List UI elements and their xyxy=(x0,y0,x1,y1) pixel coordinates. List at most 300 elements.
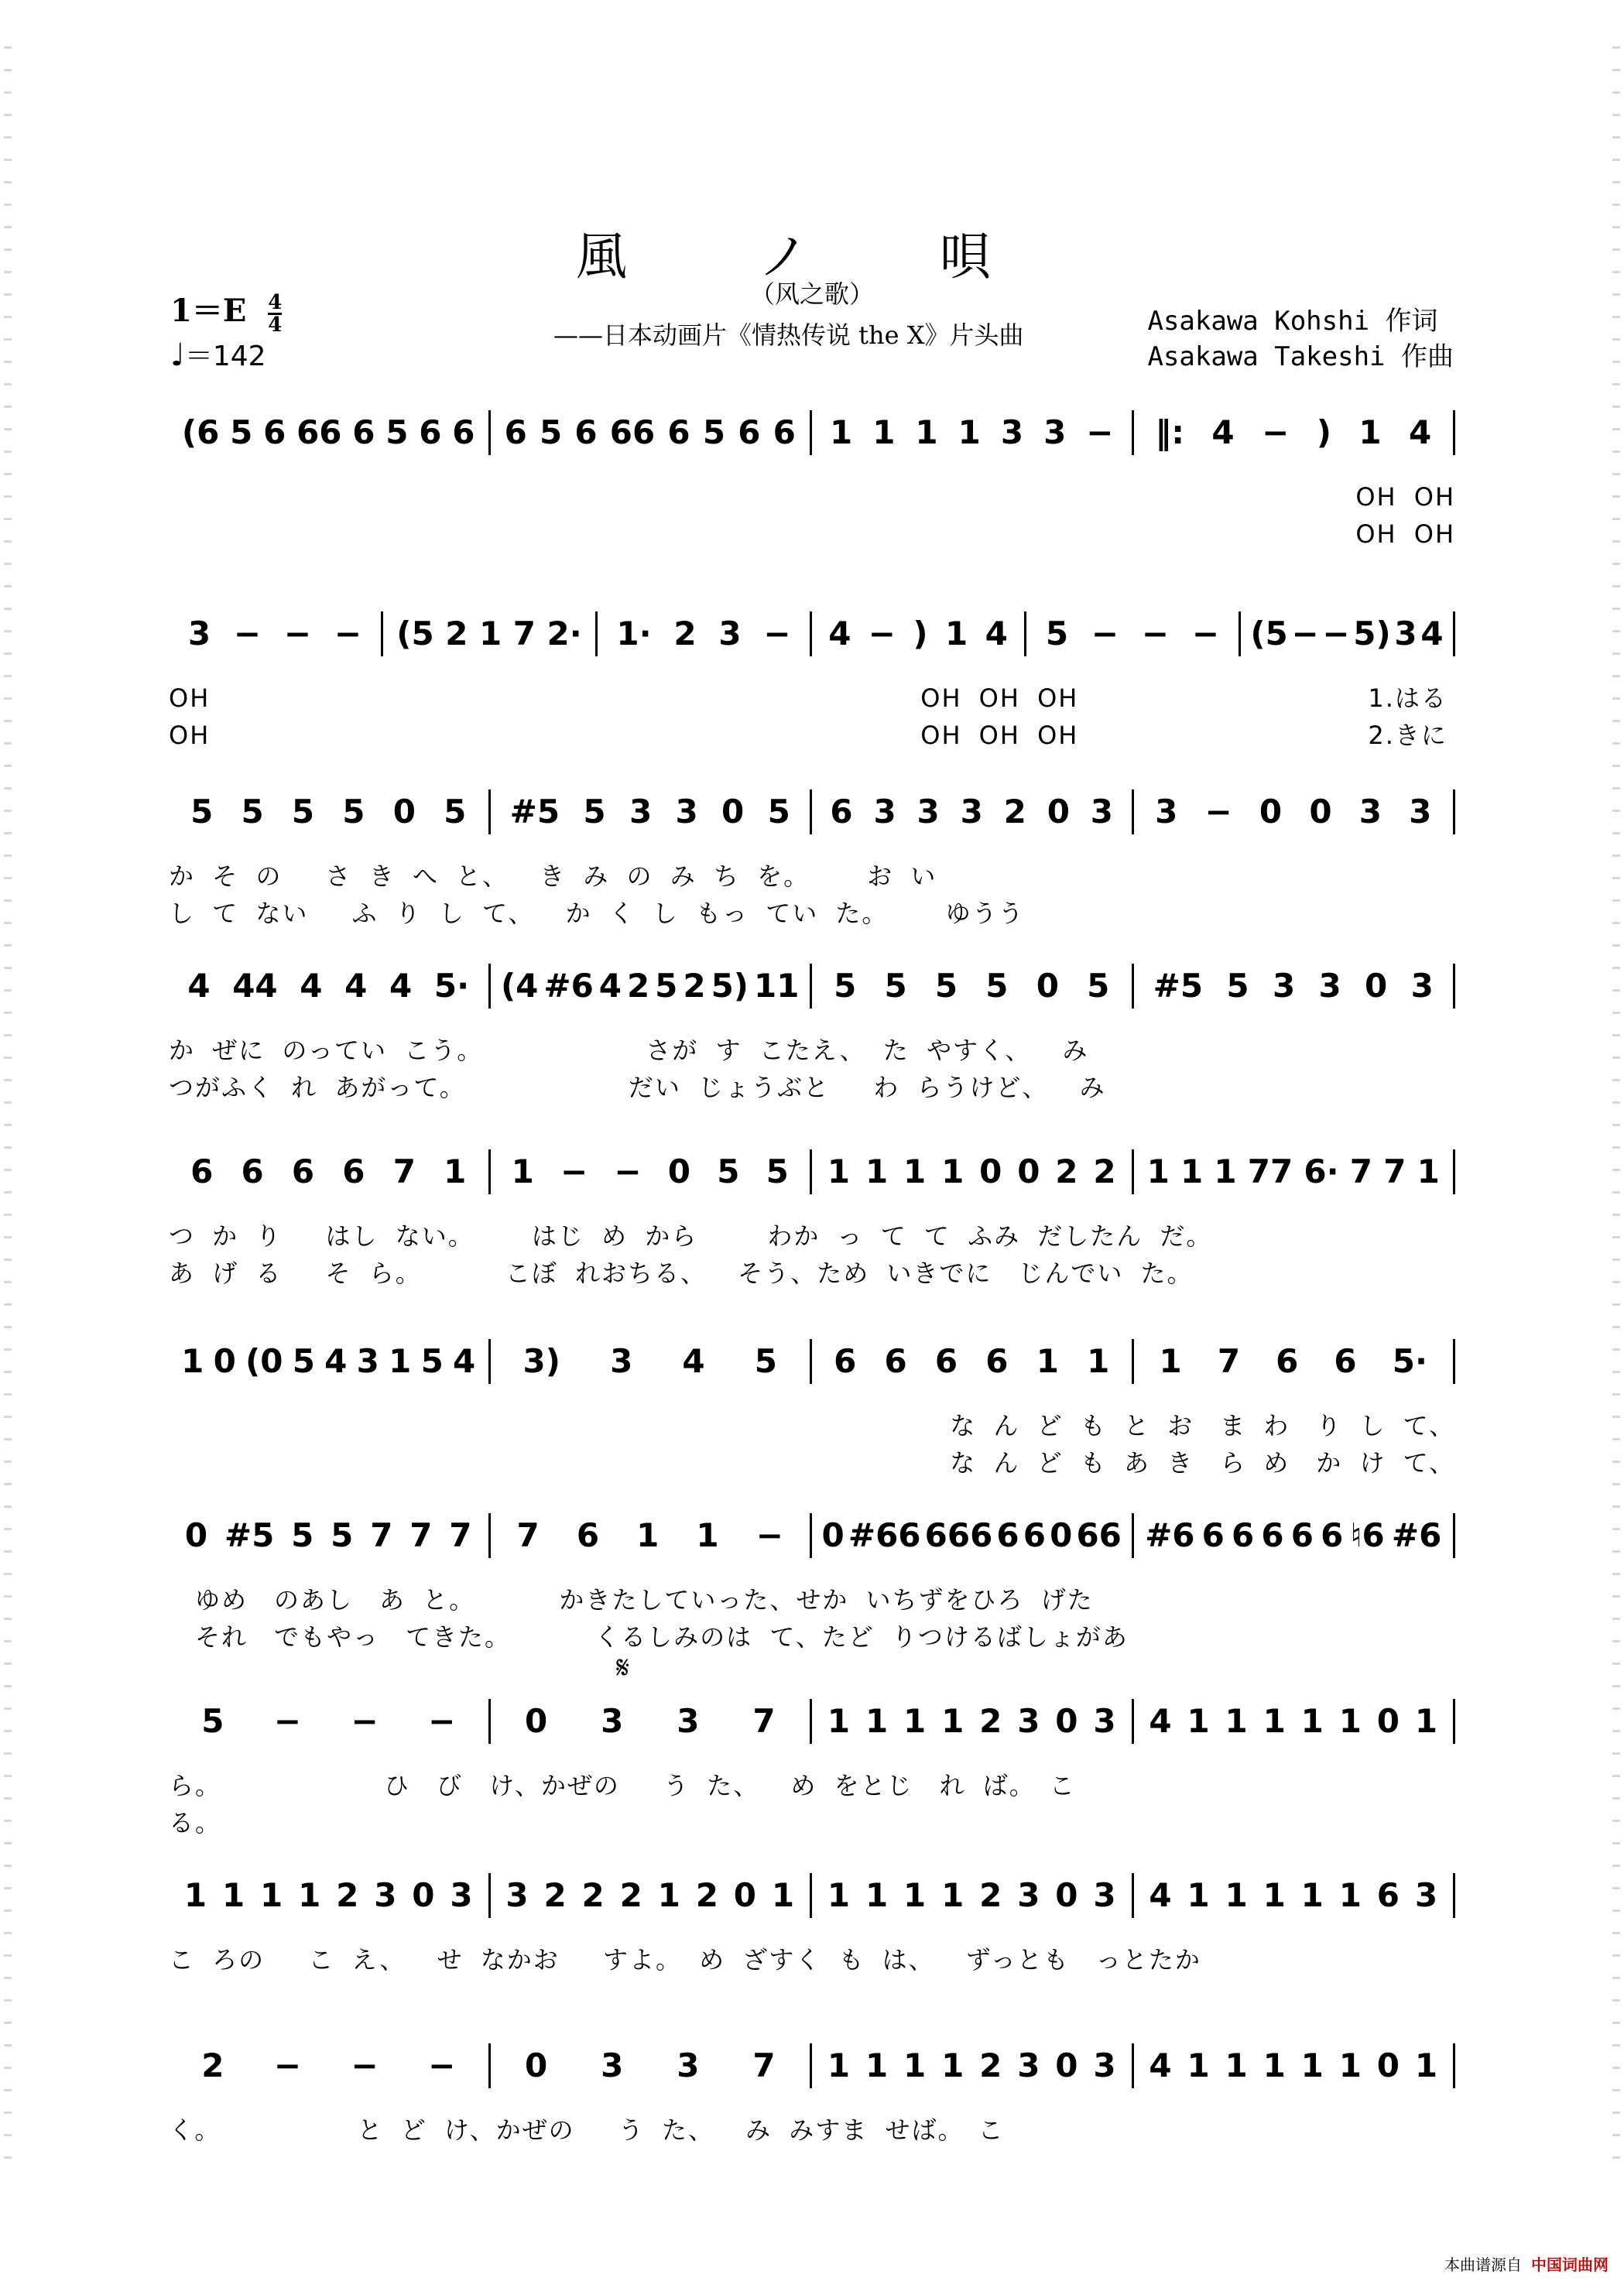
note: 6 xyxy=(934,1342,958,1380)
note: 0 xyxy=(733,1876,757,1914)
note: − xyxy=(351,2046,379,2084)
watermark-tick xyxy=(4,1034,12,1036)
watermark-tick xyxy=(1612,338,1620,341)
watermark-tick xyxy=(4,1820,12,1822)
watermark-tick xyxy=(1612,1954,1620,1957)
watermark-tick xyxy=(4,338,12,341)
note: 5 xyxy=(241,793,264,831)
note: 6 xyxy=(190,1152,214,1190)
note: #5 xyxy=(224,1516,275,1554)
note: 0 xyxy=(979,1152,1002,1190)
note: − xyxy=(763,615,791,652)
watermark-tick xyxy=(1612,742,1620,745)
note: 1 xyxy=(941,1876,964,1914)
watermark-tick xyxy=(4,2111,12,2114)
note: 1 xyxy=(865,2046,889,2084)
watermark-tick xyxy=(4,1932,12,1934)
measure-row xyxy=(169,1339,1455,1384)
note: 1 xyxy=(444,1152,467,1190)
watermark-tick xyxy=(4,69,12,71)
note: 3 xyxy=(629,793,653,831)
watermark-tick xyxy=(4,989,12,992)
note: 5 xyxy=(385,413,409,451)
note: 2 xyxy=(543,1876,567,1914)
note: 0 xyxy=(1055,1876,1078,1914)
note: 1 xyxy=(827,1876,851,1914)
watermark-tick xyxy=(4,316,12,318)
watermark-tick xyxy=(4,1348,12,1351)
note: − xyxy=(755,1516,783,1554)
note: (5 xyxy=(1250,615,1288,652)
watermark-tick xyxy=(1612,406,1620,408)
note: 0 xyxy=(667,1152,691,1190)
note: − xyxy=(1262,413,1290,451)
note: 6 xyxy=(1023,1516,1046,1554)
note: 3 xyxy=(1358,793,1382,831)
watermark-tick xyxy=(1612,2156,1620,2159)
note: 1 xyxy=(941,2046,964,2084)
measure-row xyxy=(169,410,1455,455)
note: 2 xyxy=(683,967,706,1005)
note: 3 xyxy=(610,1342,633,1380)
watermark-tick xyxy=(4,720,12,722)
watermark-tick xyxy=(1612,1775,1620,1777)
note: 1 xyxy=(865,1702,889,1740)
note: 1 xyxy=(1146,1152,1170,1190)
watermark-tick xyxy=(4,159,12,161)
measure xyxy=(491,1339,813,1384)
lyric-line: な ん ど も と お ま わ り し て、 xyxy=(950,1411,1455,1440)
measure xyxy=(812,1149,1134,1194)
note: 3 xyxy=(1090,793,1114,831)
note: 5) xyxy=(1353,615,1391,652)
lyric-line: それ でもやっ てきた。 くるしみのは て、たど りつけるばしょがあ xyxy=(169,1622,1129,1652)
note: 7 xyxy=(1383,1152,1406,1190)
watermark-tick xyxy=(4,899,12,902)
watermark-tick xyxy=(4,136,12,139)
measure xyxy=(812,1873,1134,1918)
note: 5 xyxy=(444,793,467,831)
note: 1 xyxy=(1300,1702,1324,1740)
measure xyxy=(491,1149,813,1194)
note: 0 xyxy=(524,2046,548,2084)
note: − xyxy=(273,1702,302,1740)
watermark-tick xyxy=(1612,181,1620,183)
note: 3 xyxy=(1017,1876,1040,1914)
note: 0 xyxy=(1376,1702,1400,1740)
note: 1 xyxy=(1358,413,1382,451)
watermark-tick xyxy=(1612,1191,1620,1194)
watermark-tick xyxy=(4,675,12,677)
note: 4 xyxy=(1211,413,1235,451)
note: 5· xyxy=(433,967,470,1005)
note: ) xyxy=(913,615,928,652)
note: 5 xyxy=(420,1342,444,1380)
note: − xyxy=(560,1152,588,1190)
watermark-tick xyxy=(4,1146,12,1149)
note: 0 xyxy=(524,1702,548,1740)
note: 1 xyxy=(941,1702,964,1740)
watermark-tick xyxy=(1612,1483,1620,1485)
watermark-tick xyxy=(1612,540,1620,543)
watermark-tick xyxy=(1612,1528,1620,1530)
watermark-tick xyxy=(4,1730,12,1732)
measure xyxy=(169,789,491,834)
note: #5 xyxy=(1153,967,1204,1005)
watermark-tick xyxy=(4,1550,12,1553)
note: 2 xyxy=(619,1876,642,1914)
measure xyxy=(169,2043,491,2088)
lyric-line: OH OH OH OH 1.はる xyxy=(169,683,1448,713)
watermark-tick xyxy=(4,1101,12,1104)
note: 7 xyxy=(392,1152,416,1190)
note: 7 xyxy=(1349,1152,1373,1190)
note: 5 xyxy=(655,967,678,1005)
watermark-tick xyxy=(4,495,12,498)
note: 66 xyxy=(296,413,342,451)
note: 5 xyxy=(1087,967,1110,1005)
note: 0 xyxy=(1055,1702,1078,1740)
watermark-tick xyxy=(4,742,12,745)
watermark-tick xyxy=(4,585,12,587)
note: 4 xyxy=(828,615,851,652)
note: 6 xyxy=(263,413,286,451)
measure xyxy=(1134,789,1456,834)
note: 1 xyxy=(1159,1342,1182,1380)
note: − xyxy=(868,615,896,652)
watermark-tick xyxy=(4,1057,12,1059)
note: 6 xyxy=(834,1342,857,1380)
note: 3 xyxy=(505,1876,529,1914)
note: 5 xyxy=(1045,615,1069,652)
watermark-tick xyxy=(1612,855,1620,857)
lyric-line: あ げ る そ ら。 こぼ れおちる、 そう、ため いきでに じんでい た。 xyxy=(169,1259,1194,1288)
watermark-tick xyxy=(4,2067,12,2069)
note: 5 xyxy=(834,967,857,1005)
measure xyxy=(1134,1513,1456,1558)
note: 3 xyxy=(873,793,896,831)
measure xyxy=(169,1149,491,1194)
note: (0 xyxy=(245,1342,283,1380)
watermark-tick xyxy=(4,1909,12,1912)
note: 2 xyxy=(336,1876,359,1914)
watermark-tick xyxy=(1612,69,1620,71)
note: 1 xyxy=(478,615,502,652)
measure xyxy=(812,611,1026,656)
note: 1 xyxy=(696,1516,719,1554)
note: 3 xyxy=(1394,615,1417,652)
note: 3 xyxy=(187,615,211,652)
note: 1 xyxy=(511,1152,534,1190)
watermark-tick xyxy=(4,1236,12,1238)
note: 1 xyxy=(657,1876,680,1914)
note: 4 xyxy=(344,967,368,1005)
key-label: 1＝E xyxy=(170,293,247,329)
watermark-tick xyxy=(1612,316,1620,318)
note: 0 xyxy=(1365,967,1388,1005)
note: 3 xyxy=(1017,1702,1040,1740)
note: 5 xyxy=(291,793,315,831)
watermark-tick xyxy=(4,1303,12,1306)
watermark-tick xyxy=(1612,697,1620,700)
watermark-tick xyxy=(4,518,12,520)
watermark-tick xyxy=(1612,1820,1620,1822)
note: 4 xyxy=(453,1342,476,1380)
watermark-tick xyxy=(4,1752,12,1755)
watermark-tick xyxy=(4,540,12,543)
note: 3 xyxy=(960,793,983,831)
note: 0 xyxy=(1047,793,1070,831)
note: 0 xyxy=(392,793,416,831)
watermark-tick xyxy=(4,91,12,94)
note: (4 xyxy=(500,967,539,1005)
note: 6 xyxy=(241,1152,264,1190)
watermark-tick xyxy=(1612,1348,1620,1351)
watermark-tick xyxy=(1612,765,1620,767)
watermark-tick xyxy=(1612,1326,1620,1328)
note: 5 xyxy=(291,1516,314,1554)
note: − xyxy=(283,615,312,652)
measure xyxy=(491,1699,813,1744)
note: − xyxy=(1291,615,1319,652)
watermark-tick xyxy=(4,652,12,655)
lyric-line: く。 と ど け、かぜの う た、 み みすま せば。 こ xyxy=(169,2115,1005,2145)
note: 7 xyxy=(516,1516,540,1554)
watermark-tick xyxy=(4,1483,12,1485)
note: 4 xyxy=(300,967,323,1005)
note: 2 xyxy=(979,2046,1002,2084)
note: 7 xyxy=(370,1516,393,1554)
watermark-tick xyxy=(1612,46,1620,49)
watermark-tick xyxy=(4,944,12,947)
watermark-tick xyxy=(1612,1303,1620,1306)
note: 3 xyxy=(677,1702,700,1740)
measure xyxy=(169,1339,491,1384)
measure xyxy=(812,1339,1134,1384)
measure xyxy=(491,410,813,455)
note: ) xyxy=(1316,413,1331,451)
watermark-tick xyxy=(4,1326,12,1328)
watermark-tick xyxy=(4,406,12,408)
watermark-tick xyxy=(4,1259,12,1261)
note: 6 xyxy=(1201,1516,1225,1554)
watermark-tick xyxy=(4,810,12,812)
note: 7 xyxy=(512,615,536,652)
note: − xyxy=(1141,615,1170,652)
note: #6 xyxy=(543,967,594,1005)
note: 5 xyxy=(583,793,606,831)
watermark-tick xyxy=(1612,2044,1620,2046)
note: 1 xyxy=(865,1152,889,1190)
note: 1 xyxy=(1263,1702,1286,1740)
watermark-tick xyxy=(1612,989,1620,992)
note: 6 xyxy=(738,413,761,451)
watermark-tick xyxy=(1612,1618,1620,1620)
note: 3 xyxy=(1155,793,1178,831)
note: 1 xyxy=(1263,1876,1286,1914)
watermark-tick xyxy=(1612,1663,1620,1665)
segno-icon: 𝄋 xyxy=(616,1650,630,1686)
note: − xyxy=(1086,413,1114,451)
watermark-tick xyxy=(1612,1707,1620,1710)
footer-text: 本曲谱源自 xyxy=(1444,2255,1522,2274)
note: 1 xyxy=(183,1876,207,1914)
note: 6 xyxy=(342,1152,365,1190)
note: 1 xyxy=(1338,1876,1362,1914)
note: 4 xyxy=(1149,1702,1172,1740)
watermark-tick xyxy=(4,2022,12,2024)
watermark-tick xyxy=(4,1640,12,1642)
note: 3 xyxy=(601,2046,624,2084)
note: 6 xyxy=(574,413,598,451)
watermark-tick xyxy=(1612,832,1620,834)
note: 2 xyxy=(673,615,697,652)
watermark-tick xyxy=(4,1393,12,1396)
watermark-tick xyxy=(4,204,12,206)
note: 5 xyxy=(702,413,726,451)
note: 4 xyxy=(1149,2046,1172,2084)
note: 1 xyxy=(181,1342,204,1380)
note: 2 xyxy=(1055,1152,1078,1190)
note: 1 xyxy=(1414,1702,1438,1740)
measure-row xyxy=(169,964,1455,1009)
watermark-tick xyxy=(4,832,12,834)
watermark-tick xyxy=(1612,1640,1620,1642)
watermark-tick xyxy=(1612,495,1620,498)
measure xyxy=(169,410,491,455)
watermark-tick xyxy=(4,877,12,879)
note: 1 xyxy=(1338,1702,1362,1740)
note: 3 xyxy=(1017,2046,1040,2084)
note: 3 xyxy=(601,1702,624,1740)
note: 1 xyxy=(872,413,896,451)
lyric-line: つ か り はし ない。 はじ め から わか っ て て ふみ だしたん だ。 xyxy=(169,1221,1213,1251)
watermark-tick xyxy=(1612,1842,1620,1844)
note: 3 xyxy=(1093,2046,1116,2084)
note: 666 xyxy=(924,1516,993,1554)
watermark-tick xyxy=(1612,1079,1620,1081)
note: − xyxy=(1091,615,1119,652)
note: 5 xyxy=(934,967,958,1005)
note: 3 xyxy=(677,2046,700,2084)
watermark-tick xyxy=(4,383,12,385)
lyric-line: OH OH xyxy=(1355,482,1455,512)
note: 4 xyxy=(1149,1876,1172,1914)
note: 1 xyxy=(771,1876,795,1914)
watermark-tick xyxy=(1612,944,1620,947)
note: 1 xyxy=(827,1702,851,1740)
note: 2 xyxy=(445,615,468,652)
watermark-tick xyxy=(4,1685,12,1687)
note: 7 xyxy=(449,1516,472,1554)
note: 5 xyxy=(230,413,253,451)
note: − xyxy=(351,1702,379,1740)
note: 3 xyxy=(356,1342,379,1380)
note: − xyxy=(273,2046,302,2084)
watermark-tick xyxy=(1612,1438,1620,1440)
watermark-tick xyxy=(4,1371,12,1373)
note: 2 xyxy=(695,1876,718,1914)
note: 3 xyxy=(450,1876,473,1914)
watermark-tick xyxy=(1612,1371,1620,1373)
note: 1 xyxy=(1225,2046,1248,2084)
watermark-tick xyxy=(1612,1034,1620,1036)
measure xyxy=(1134,1873,1456,1918)
watermark-tick xyxy=(4,1595,12,1598)
watermark-tick xyxy=(1612,1752,1620,1755)
lyric-line: OH OH xyxy=(1355,519,1455,549)
note: 1 xyxy=(1417,1152,1440,1190)
note: 5· xyxy=(1392,1342,1427,1380)
footer-site: 中国词曲网 xyxy=(1531,2255,1609,2274)
watermark-tick xyxy=(4,361,12,363)
note: 0 xyxy=(213,1342,236,1380)
watermark-tick xyxy=(1612,675,1620,677)
watermark-tick xyxy=(4,114,12,116)
watermark-tick xyxy=(1612,1012,1620,1014)
note: 5 xyxy=(539,413,563,451)
watermark-tick xyxy=(4,428,12,430)
watermark-tick xyxy=(4,855,12,857)
note: 0 xyxy=(1017,1152,1040,1190)
watermark-tick xyxy=(4,967,12,969)
note: 4 xyxy=(682,1342,705,1380)
watermark-tick xyxy=(4,1999,12,2002)
note: 6 xyxy=(504,413,527,451)
time-denominator: 4 xyxy=(268,313,283,337)
watermark-tick xyxy=(4,1438,12,1440)
note: 6 xyxy=(985,1342,1009,1380)
measure xyxy=(491,964,813,1009)
note: 77 xyxy=(1247,1152,1293,1190)
right-margin-watermark xyxy=(1610,46,1622,2235)
watermark-tick xyxy=(1612,2089,1620,2091)
watermark-tick xyxy=(4,1775,12,1777)
note: 3 xyxy=(916,793,940,831)
watermark-tick xyxy=(1612,1550,1620,1553)
note: 1 xyxy=(260,1876,283,1914)
note: 6 xyxy=(884,1342,907,1380)
note: 1 xyxy=(1263,2046,1286,2084)
source-footer xyxy=(1444,2252,1609,2275)
note: − xyxy=(614,1152,642,1190)
watermark-tick xyxy=(1612,361,1620,363)
note: 2· xyxy=(546,615,582,652)
measure xyxy=(169,1873,491,1918)
note: ‖: xyxy=(1155,413,1184,451)
note: 2 xyxy=(581,1876,605,1914)
note: 6 xyxy=(1232,1516,1255,1554)
watermark-tick xyxy=(4,1461,12,1463)
note: 66 xyxy=(1076,1516,1122,1554)
watermark-tick xyxy=(4,1707,12,1710)
measure xyxy=(169,964,491,1009)
note: 1 xyxy=(829,413,853,451)
watermark-tick xyxy=(1612,630,1620,632)
watermark-tick xyxy=(4,450,12,453)
watermark-tick xyxy=(4,630,12,632)
watermark-tick xyxy=(1612,1124,1620,1126)
watermark-tick xyxy=(1612,1730,1620,1732)
watermark-tick xyxy=(1612,1281,1620,1283)
watermark-tick xyxy=(4,1528,12,1530)
note: 5) xyxy=(711,967,749,1005)
note: 5 xyxy=(342,793,365,831)
measure xyxy=(169,611,383,656)
note: 5 xyxy=(1226,967,1249,1005)
watermark-tick xyxy=(1612,91,1620,94)
lyric-line: な ん ど も あ き ら め か け て、 xyxy=(950,1448,1455,1478)
